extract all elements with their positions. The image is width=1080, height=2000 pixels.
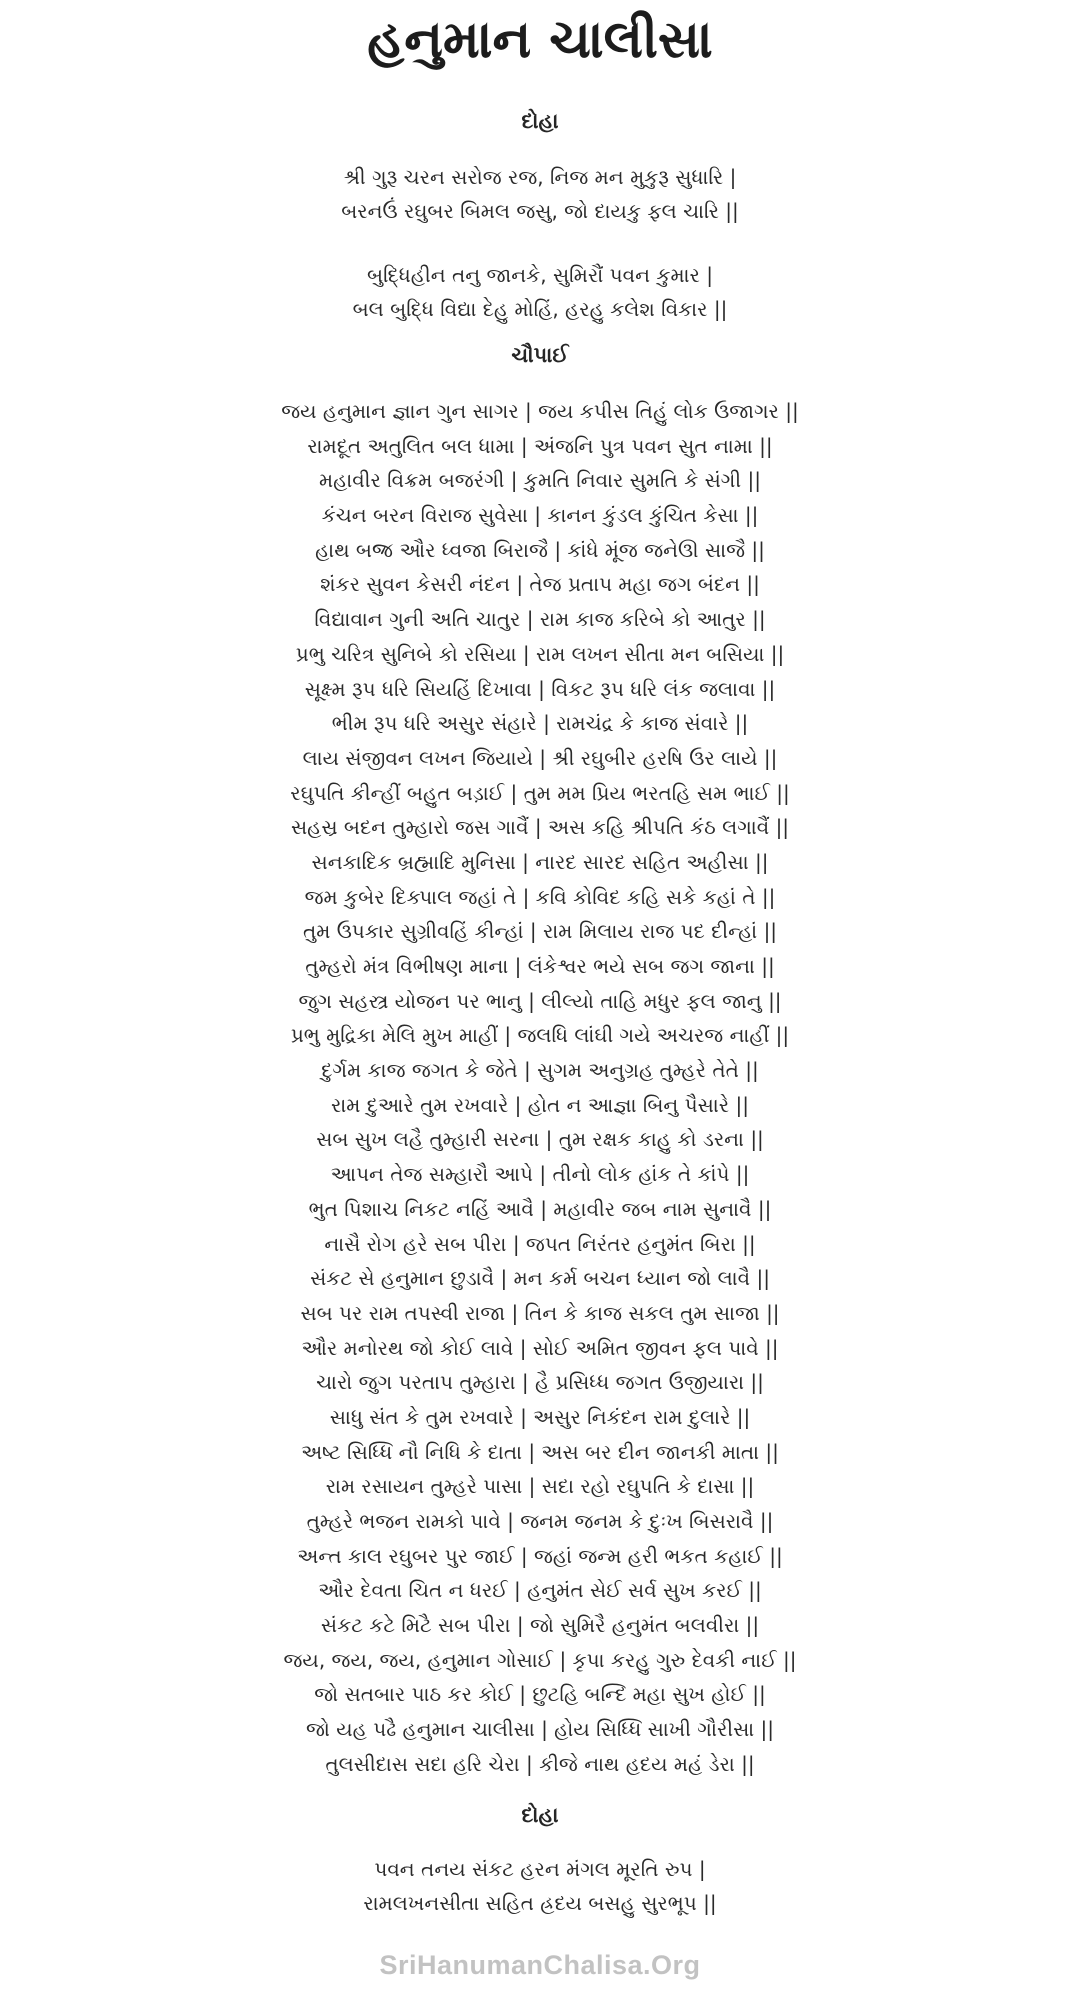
verse-line: ચારો જુગ પરતાપ તુમ્હારા | હૈ પ્રસિધ્ધ જગત ઉજીયારા || — [316, 1370, 764, 1395]
verse-line: લાય સંજીવન લખન જિયાયે | શ્રી રઘુબીર હરષિ ઉર લાયે || — [302, 745, 778, 770]
verse-line: સનકાદિક બ્રહ્માદિ મુનિસા | નારદ સારદ સહિત અહીસા || — [311, 849, 769, 874]
verse-line: ઔર દેવતા ચિત ન ધરઈ | હનુમંત સેઈ સર્વ સુખ કરઈ || — [318, 1578, 762, 1603]
verse-line: રામદૂત અતુલિત બલ ધામા | અંજનિ પુત્ર પવન સુત નામા || — [307, 433, 773, 458]
doha-closing-heading: દોહા — [521, 1803, 559, 1827]
verse-line: રામ દુઆરે તુમ રખવારે | હોત ન આજ્ઞા બિનુ પૈસારે || — [331, 1092, 749, 1117]
verse-line: ભુત પિશાચ નિકટ નહિં આવૈ | મહાવીર જબ નામ સુનાવૈ || — [308, 1196, 772, 1221]
verse-line: બલ બુદ્ધિ વિદ્યા દેહુ મોહિં, હરહુ કલેશ વિકાર || — [352, 297, 728, 321]
verse-line: હાથ બજ્ર ઔર ધ્વજા બિરાજૈ | કાંધે મૂંજ જનેઊ સાજૈ || — [315, 537, 765, 562]
verse-line: રઘુપતિ કીન્હીં બહુત બડ઼ાઈ | તુમ મમ પ્રિય ભરતહિ સમ ભાઈ || — [290, 780, 790, 805]
verse-line: સબ સુખ લહૈ તુમ્હારી સરના | તુમ રક્ષક કાહુ કો ડરના || — [316, 1127, 764, 1152]
verse-line: બરનઉં રઘુબર બિમલ જસુ, જો દાયકુ ફલ ચારિ || — [341, 199, 739, 223]
verse-line: તુમ્હરો મંત્ર વિભીષણ માના | લંકેશ્વર ભયે સબ જગ જાના || — [305, 954, 775, 978]
verse-line: નાસૈ રોગ હરે સબ પીરા | જપત નિરંતર હનુમંત બિરા || — [324, 1231, 756, 1256]
chaupai-heading: ચૌપાઈ — [511, 343, 569, 367]
verse-line: જો સતબાર પાઠ કર કોઈ | છુટહિ બન્દિ મહા સુખ હોઈ || — [314, 1682, 766, 1707]
verse-line: જો યહ પઢૈ હનુમાન ચાલીસા | હોય સિધ્ધિ સાખી ગૌરીસા || — [305, 1717, 775, 1742]
doha-closing-lines — [0, 1852, 1080, 1920]
verse-line: દુર્ગમ કાજ જગત કે જેતે | સુગમ અનુગ્રહ તુમ્હરે તેતે || — [321, 1058, 759, 1083]
verse-line: જય, જય, જય, હનુમાન ગોસાઈ | કૃપા કરહુ ગુરુ દેવકી નાઈ || — [283, 1647, 797, 1672]
verse-line: શ્રી ગુરૂ ચરન સરોજ રજ, નિજ મન મુકુરૂ સુધારિ | — [343, 165, 737, 189]
doha-opening-stanza-1 — [0, 160, 1080, 228]
verse-line: તુમ્હરે ભજન રામકો પાવે | જનમ જનમ કે દુઃખ બિસરાવૈ || — [306, 1509, 774, 1533]
verse-line: મહાવીર વિક્રમ બજરંગી | કુમતિ નિવાર સુમતિ કે સંગી || — [319, 468, 761, 493]
verse-line: ભીમ રૂપ ધરિ અસુર સંહારે | રામચંદ્ર કે કાજ સંવારે || — [331, 711, 749, 736]
verse-line: અન્ત કાલ રઘુબર પુર જાઈ | જહાં જન્મ હરી ભકત કહાઈ || — [297, 1543, 783, 1568]
verse-line: તુમ ઉપકાર સુગ્રીવહિં કીન્હાં | રામ મિલાય રાજ પદ દીન્હાં || — [302, 919, 778, 944]
verse-line: સહસ્ર બદન તુમ્હારો જસ ગાવૈં | અસ કહિ શ્રીપતિ કંઠ લગાવૈં || — [290, 815, 790, 840]
verse-line: રામ રસાયન તુમ્હરે પાસા | સદા રહો રઘુપતિ કે દાસા || — [325, 1474, 755, 1499]
verse-line: ઔર મનોરથ જો કોઈ લાવે | સોઈ અમિત જીવન ફલ પાવે || — [301, 1335, 779, 1360]
page-title: હનુમાન ચાલીસા — [367, 10, 713, 70]
verse-line: સાધુ સંત કે તુમ રખવારે | અસુર નિકંદન રામ દુલારે || — [329, 1404, 751, 1429]
verse-line: સૂક્ષ્મ રૂપ ધરિ સિયહિં દિખાવા | વિકટ રૂપ ધરિ લંક જલાવા || — [304, 676, 776, 701]
site-watermark: SriHanumanChalisa.Org — [379, 1950, 701, 1980]
verse-line: કંચન બરન વિરાજ સુવેસા | કાનન કુંડલ કુંચિત કેસા || — [321, 503, 759, 528]
verse-line: જમ કુબેર દિક્પાલ જહાં તે | કવિ કોવિદ કહિ સકે કહાં તે || — [304, 884, 776, 909]
verse-line: સબ પર રામ તપસ્વી રાજા | તિન કે કાજ સકલ તુમ સાજા || — [300, 1300, 780, 1325]
verse-line: પ્રભુ મુદ્રિકા મેલિ મુખ માહીં | જલધિ લાંઘી ગયે અચરજ નાહીં || — [290, 1023, 790, 1048]
doha-opening-heading: દોહા — [521, 109, 559, 133]
verse-line: જુગ સહસ્ત્ર યોજન પર ભાનુ | લીલ્યો તાહિ મધુર ફલ જાનુ || — [298, 988, 782, 1013]
verse-line: તુલસીદાસ સદા હરિ ચેરા | કીજે નાથ હદય મહં ડેરા || — [325, 1751, 755, 1776]
verse-line: જય હનુમાન જ્ઞાન ગુન સાગર | જય કપીસ તિહું લોક ઉજાગર || — [281, 399, 799, 423]
verse-line: શંકર સુવન કેસરી નંદન | તેજ પ્રતાપ મહા જગ બંદન || — [320, 572, 760, 597]
verse-line: પવન તનય સંકટ હરન મંગલ મૂરતિ રુપ | — [374, 1857, 706, 1881]
verse-line: સંકટ સે હનુમાન છુડાવૈ | મન કર્મ બચન ધ્યાન જો લાવૈ || — [310, 1266, 770, 1291]
verse-line: આપન તેજ સમ્હારૌ આપે | તીનો લોક હાંક તે કાંપે || — [330, 1162, 750, 1187]
verse-line: વિદ્યાવાન ગુની અતિ ચાતુર | રામ કાજ કરિબે કો આતુર || — [314, 607, 766, 632]
verse-line: પ્રભુ ચરિત્ર સુનિબે કો રસિયા | રામ લખન સીતા મન બસિયા || — [295, 641, 785, 666]
verse-line: રામલખનસીતા સહિત હ્રદય બસહુ સુરભૂપ || — [363, 1891, 717, 1915]
verse-line: અષ્ટ સિધ્ધિ નૌ નિધિ કે દાતા | અસ બર દીન જાનકી માતા || — [301, 1439, 779, 1464]
verse-line: સંકટ કટે મિટૈ સબ પીરા | જો સુમિરૈ હનુમંત બલવીરા || — [320, 1613, 760, 1638]
chaupai-lines — [0, 394, 1080, 1782]
verse-line: બુદ્ધિહીન તનુ જાનકે, સુમિરૌં પવન કુમાર | — [367, 263, 713, 287]
doha-opening-stanza-2 — [0, 258, 1080, 326]
